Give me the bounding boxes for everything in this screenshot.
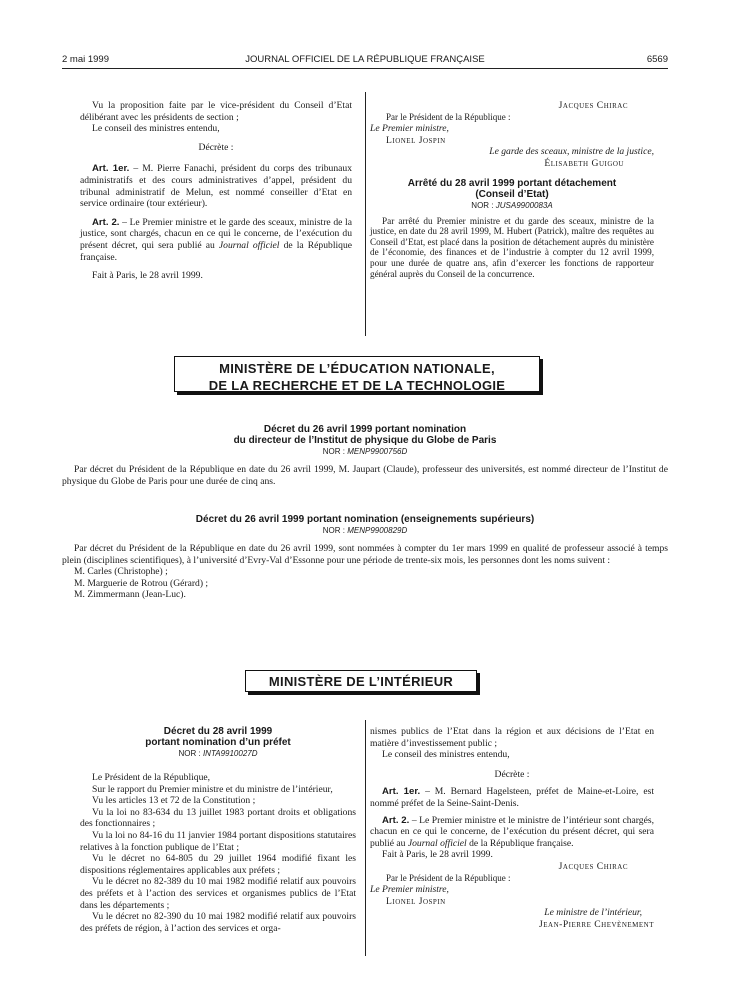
decrete-heading: Décrète : (198, 141, 234, 153)
nor-reference (62, 446, 668, 458)
header-date: 2 mai 1999 (62, 54, 110, 65)
journal-officiel-mention: Journal officiel (407, 837, 467, 849)
nor-label: NOR : (322, 526, 345, 535)
article-text: de la République française. (466, 837, 574, 849)
paragraph: Le conseil des ministres entendu, (92, 123, 220, 135)
header-page-number: 6569 (646, 54, 668, 65)
article-label: Art. 1er. (92, 163, 130, 175)
list-item: M. Carles (Christophe) ; (74, 566, 168, 578)
article-text: – M. Pierre Fanachi, président du corps des tribunaux administratifs et des cours administratives d’appel, président du tribunal administratif de Melun, est nommé conseiller d’Etat en service ordinaire (tour extérieur). (80, 163, 352, 210)
nor-code: MENP9900756D (347, 447, 408, 456)
signatory-name: Lionel Jospin (386, 134, 446, 146)
paragraph: nismes publics de l’Etat dans la région et aux décisions de l’Etat en matière d’investissement public ; (370, 726, 654, 749)
signature-name: Jacques Chirac (558, 860, 628, 872)
decree-title: du directeur de l’Institut de physique du Globe de Paris (233, 435, 497, 446)
nor-label: NOR : (322, 447, 345, 456)
top-right-column (370, 100, 654, 279)
column-divider-bottom (365, 720, 366, 956)
article-2 (80, 217, 352, 263)
signature-name: Jacques Chirac (558, 100, 628, 111)
decree-text: Par décret du Président de la République en date du 26 avril 1999, M. Jaupart (Claude), professeur des universités, est nommé directeur de l’Institut de physique du Globe de Paris pour une durée de cinq ans. (62, 464, 668, 487)
nor-reference (370, 200, 654, 212)
decree-prefet-right-column (370, 726, 654, 931)
paragraph: Vu le décret no 82-389 du 10 mai 1982 modifié relatif aux pouvoirs des préfets et à l’action des services et organismes publics de l’Etat dans les départements ; (80, 876, 356, 911)
paragraph: Vu la proposition faite par le vice-président du Conseil d’Etat délibérant avec les présidents de section ; (80, 100, 352, 123)
paragraph: Le Président de la République, (92, 772, 211, 783)
paragraph: Vu la loi no 83-634 du 13 juillet 1983 portant droits et obligations des fonctionnaires ; (80, 806, 356, 830)
ministry-education-heading (174, 356, 540, 392)
decree-title: Décret du 26 avril 1999 portant nomination (263, 424, 467, 435)
decree-institut-physique (62, 424, 668, 487)
signatory-name: Élisabeth Guigou (544, 157, 624, 169)
paragraph: Le conseil des ministres entendu, (382, 749, 510, 761)
decrete-heading: Décrète : (494, 768, 530, 780)
signatory-title: Le ministre de l’intérieur, (544, 907, 642, 919)
par-le-president: Par le Président de la République : (386, 111, 511, 122)
paragraph: Vu le décret no 82-390 du 10 mai 1982 modifié relatif aux pouvoirs des préfets de région, à l’action des services et orga- (80, 911, 356, 934)
nor-code: JUSA9900083A (495, 200, 553, 210)
article-1 (80, 163, 352, 209)
paragraph: Sur le rapport du Premier ministre et du ministre de l’intérieur, (92, 783, 333, 795)
ministry-interieur-heading (245, 670, 477, 692)
nor-label: NOR : (471, 200, 494, 210)
arrete-text: Par arrêté du Premier ministre et du garde des sceaux, ministre de la justice, en date du 28 avril 1999, M. Hubert (Patrick), maître des requêtes au Conseil d’Etat, est placé dans la position de détachement auprès du ministère de l’économie, des finances et de l’industrie à compter du 12 avril 1999, pour une durée de quatre ans, afin d’exercer les fonctions de rapporteur général auprès du Conseil de la concurrence. (370, 215, 654, 279)
arrete-subtitle: (Conseil d’Etat) (475, 188, 549, 200)
par-le-president: Par le Président de la République : (386, 872, 511, 883)
article-text: – M. Bernard Hagelsteen, préfet de Maine-et-Loire, est nommé préfet de la Seine-Saint-Denis. (370, 786, 654, 809)
article-1 (370, 786, 654, 809)
article-label: Art. 1er. (382, 786, 421, 798)
list-item: M. Zimmermann (Jean-Luc). (74, 589, 186, 601)
column-divider-top (365, 92, 366, 336)
nor-reference (80, 748, 356, 760)
decree-enseignements-superieurs (62, 514, 668, 601)
decree-text: Par décret du Président de la République en date du 26 avril 1999, sont nommées à compter du 1er mars 1999 en qualité de professeur associé à temps plein (disciplines scientifiques), à l’université d’Evry-Val d’Essonne pour une période de trente-six mois, les personnes dont les noms suivent : (62, 543, 668, 566)
signatory-name: Lionel Jospin (386, 895, 446, 907)
decree-prefet-left-column (80, 726, 356, 934)
decree-title: Décret du 26 avril 1999 portant nomination (enseignements supérieurs) (195, 514, 535, 525)
signatory-title: Le Premier ministre, (370, 884, 449, 896)
article-text: de la République française. (80, 239, 352, 263)
article-text: – Le Premier ministre et le garde des sceaux, ministre de la justice, sont chargés, chacun en ce qui le concerne, de l’exécution du présent décret, qui sera publié au (80, 216, 352, 251)
article-2 (370, 815, 654, 850)
header-journal-title: JOURNAL OFFICIEL DE LA RÉPUBLIQUE FRANÇAISE (245, 54, 485, 65)
signatory-name: Jean-Pierre Chevènement (539, 918, 654, 930)
decree-title: Décret du 28 avril 1999 (163, 726, 273, 737)
arrete-title: Arrêté du 28 avril 1999 portant détachement (407, 177, 617, 189)
nor-reference (62, 525, 668, 537)
ministry-line: MINISTÈRE DE L’ÉDUCATION NATIONALE, (219, 361, 495, 376)
header-rule (62, 68, 668, 69)
article-label: Art. 2. (382, 814, 410, 826)
fait-a-paris: Fait à Paris, le 28 avril 1999. (382, 849, 493, 861)
journal-officiel-mention: Journal officiel (218, 239, 280, 251)
ministry-line: DE LA RECHERCHE ET DE LA TECHNOLOGIE (208, 378, 506, 393)
ministry-line: MINISTÈRE DE L’INTÉRIEUR (268, 674, 454, 689)
fait-a-paris: Fait à Paris, le 28 avril 1999. (92, 270, 203, 282)
signatory-title: Le Premier ministre, (370, 123, 449, 135)
paragraph: Vu la loi no 84-16 du 11 janvier 1984 portant dispositions statutaires relatives à la fonction publique de l’Etat ; (80, 829, 356, 853)
list-item: M. Marguerie de Rotrou (Gérard) ; (74, 577, 209, 589)
paragraph: Vu les articles 13 et 72 de la Constitution ; (92, 795, 256, 807)
nor-code: MENP9900829D (347, 526, 408, 535)
article-text: – Le Premier ministre et le ministre de l’intérieur sont chargés, chacun en ce qui le concerne, de l’exécution du présent décret, qui sera publié au (370, 814, 654, 849)
nor-code: INTA9910027D (202, 749, 258, 758)
signatory-title: Le garde des sceaux, ministre de la justice, (489, 146, 654, 158)
top-left-column (80, 100, 352, 282)
article-label: Art. 2. (92, 216, 120, 228)
nor-label: NOR : (178, 749, 201, 758)
decree-title: portant nomination d’un préfet (145, 737, 291, 748)
paragraph: Vu le décret no 64-805 du 29 juillet 1964 modifié fixant les dispositions réglementaires applicables aux préfets ; (80, 853, 356, 876)
